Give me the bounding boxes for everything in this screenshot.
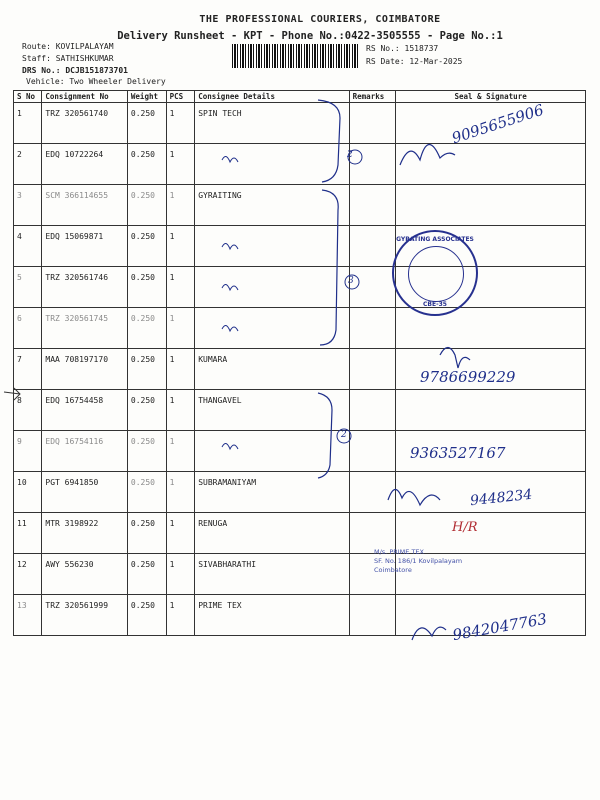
row-consignee: RENUGA [195, 513, 349, 554]
row-consignment: TRZ 320561999 [42, 595, 128, 636]
row-consignee: SPIN TECH [195, 103, 349, 144]
row-pcs: 1 [166, 144, 195, 185]
row-weight: 0.250 [127, 185, 166, 226]
row-pcs: 1 [166, 349, 195, 390]
row-consignment: TRZ 320561745 [42, 308, 128, 349]
row-weight: 0.250 [127, 595, 166, 636]
rect-stamp-line-3: Coimbatore [374, 566, 412, 574]
handwritten-remark-2: 3 [348, 276, 354, 286]
col-seal-header: Seal & Signature [396, 91, 586, 103]
tick-mark-6 [222, 325, 238, 331]
row-pcs: 1 [166, 267, 195, 308]
row-consignee: SUBRAMANIYAM [195, 472, 349, 513]
document-title: THE PROFESSIONAL COURIERS, COIMBATORE [199, 14, 441, 25]
tick-mark-4 [222, 243, 238, 249]
row-consignee: KUMARA [195, 349, 349, 390]
col-pcs-header: PCS [166, 91, 195, 103]
row-consignment: EDQ 16754458 [42, 390, 128, 431]
row-consignment: EDQ 10722264 [42, 144, 128, 185]
row-sno: 1 [14, 103, 42, 144]
row-pcs: 1 [166, 554, 195, 595]
row-pcs: 1 [166, 308, 195, 349]
handwritten-hr-mark: H/R [452, 520, 478, 535]
signature-scribble-7 [440, 348, 470, 369]
arrow-mark-8 [4, 388, 20, 400]
route-label: Route: KOVILPALAYAM [22, 42, 114, 51]
staff-label: Staff: SATHISHKUMAR [22, 54, 114, 63]
handwritten-phone-1: 9095655906 [449, 100, 546, 148]
row-sno: 9 [14, 431, 42, 472]
row-consignment: EDQ 16754116 [42, 431, 128, 472]
row-weight: 0.250 [127, 472, 166, 513]
row-sno: 2 [14, 144, 42, 185]
row-consignment: EDQ 15069871 [42, 226, 128, 267]
signature-scribble-13 [412, 627, 446, 640]
row-sno: 13 [14, 595, 42, 636]
row-weight: 0.250 [127, 513, 166, 554]
handwritten-phone-3: 9363527167 [410, 444, 506, 462]
row-consignee: THANGAVEL [195, 390, 349, 431]
signature-scribble-1 [400, 144, 455, 165]
stamp-location: CBE-35 [423, 301, 447, 308]
col-consignee-header: Consignee Details [195, 91, 349, 103]
brace-group-3 [318, 393, 332, 478]
row-sno: 3 [14, 185, 42, 226]
rs-number: RS No.: 1518737 [366, 44, 439, 53]
row-sno: 7 [14, 349, 42, 390]
row-consignment: AWY 556230 [42, 554, 128, 595]
row-consignment: MAA 708197170 [42, 349, 128, 390]
row-weight: 0.250 [127, 308, 166, 349]
row-sno: 5 [14, 267, 42, 308]
round-company-stamp [392, 230, 478, 316]
row-consignment: TRZ 320561746 [42, 267, 128, 308]
handwritten-remark-1: 2 [347, 150, 353, 160]
row-consignment: MTR 3198922 [42, 513, 128, 554]
row-consignee: GYRAITING [195, 185, 349, 226]
vehicle-label: Vehicle: Two Wheeler Delivery [26, 77, 166, 86]
row-weight: 0.250 [127, 103, 166, 144]
document-subtitle: Delivery Runsheet - KPT - Phone No.:0422-3505555 - Page No.:1 [117, 30, 503, 42]
stamp-company-name: GYRATING ASSOCIATES [396, 236, 474, 243]
row-pcs: 1 [166, 103, 195, 144]
rect-stamp-line-2: SF. No. 186/1 Kovilpalayam [374, 557, 463, 565]
row-pcs: 1 [166, 431, 195, 472]
row-pcs: 1 [166, 185, 195, 226]
row-sno: 10 [14, 472, 42, 513]
row-weight: 0.250 [127, 431, 166, 472]
row-weight: 0.250 [127, 226, 166, 267]
row-consignment: TRZ 320561740 [42, 103, 128, 144]
row-consignee: PRIME TEX [195, 595, 349, 636]
row-weight: 0.250 [127, 267, 166, 308]
row-weight: 0.250 [127, 390, 166, 431]
rect-company-stamp [374, 548, 554, 575]
tick-mark-9 [222, 443, 238, 449]
handwritten-remark-3: 2 [341, 430, 347, 440]
handwritten-phone-4: 9448234 [469, 486, 534, 510]
brace-group-1 [318, 100, 340, 182]
brace-group-2 [320, 190, 338, 345]
col-weight-header: Weight [127, 91, 166, 103]
row-consignment: PGT 6941850 [42, 472, 128, 513]
row-weight: 0.250 [127, 144, 166, 185]
row-pcs: 1 [166, 513, 195, 554]
row-sno: 4 [14, 226, 42, 267]
rect-stamp-line-1: M/s. PRIME TEX [374, 548, 424, 556]
row-sno: 6 [14, 308, 42, 349]
row-sno: 8 [14, 390, 42, 431]
row-pcs: 1 [166, 226, 195, 267]
stamp-inner-ring [408, 246, 464, 302]
handwritten-phone-5: 9842047763 [451, 609, 549, 645]
drs-number: DRS No.: DCJB151873701 [22, 66, 128, 75]
row-consignee: SIVABHARATHI [195, 554, 349, 595]
tick-mark-5 [222, 284, 238, 290]
col-sno-header: S No [14, 91, 42, 103]
row-pcs: 1 [166, 390, 195, 431]
row-consignment: SCM 366114655 [42, 185, 128, 226]
row-weight: 0.250 [127, 349, 166, 390]
row-sno: 12 [14, 554, 42, 595]
col-remarks-header: Remarks [349, 91, 396, 103]
row-sno: 11 [14, 513, 42, 554]
row-pcs: 1 [166, 595, 195, 636]
tick-mark-2 [222, 156, 238, 162]
handwritten-phone-2: 9786699229 [420, 368, 516, 386]
col-consignment-header: Consignment No [42, 91, 128, 103]
row-pcs: 1 [166, 472, 195, 513]
signature-scribble-10 [388, 489, 440, 505]
row-weight: 0.250 [127, 554, 166, 595]
rs-date: RS Date: 12-Mar-2025 [366, 57, 463, 66]
